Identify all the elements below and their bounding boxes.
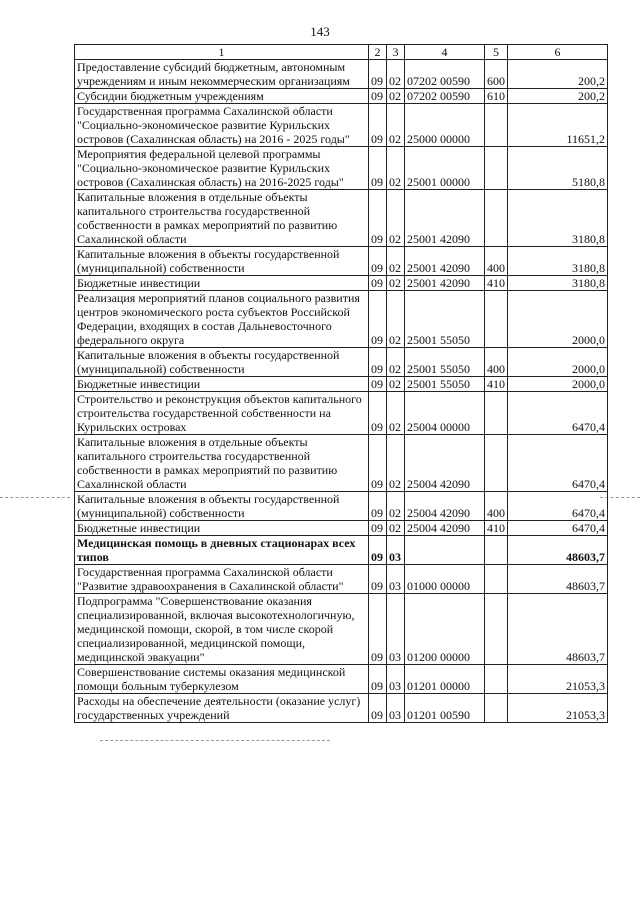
subsection-code-cell: 02 bbox=[387, 348, 405, 377]
section-code-cell: 09 bbox=[369, 392, 387, 435]
table-row bbox=[75, 89, 608, 104]
expense-type-cell: 410 bbox=[485, 521, 508, 536]
row-name-cell: Капитальные вложения в объекты государственной (муниципальной) собственности bbox=[75, 492, 369, 521]
table-row bbox=[75, 492, 608, 521]
table-row bbox=[75, 565, 608, 594]
amount-cell: 2000,0 bbox=[508, 291, 608, 348]
row-name-cell: Реализация мероприятий планов социального развития центров экономического роста субъектов Российской Федерации, входящих в состав Дальневосточного федерального округа bbox=[75, 291, 369, 348]
subsection-code-cell: 03 bbox=[387, 694, 405, 723]
row-name-cell: Строительство и реконструкция объектов капитального строительства государственной собственности на Курильских островах bbox=[75, 392, 369, 435]
expense-type-cell bbox=[485, 435, 508, 492]
target-article-cell: 25004 00000 bbox=[405, 392, 485, 435]
table-row bbox=[75, 104, 608, 147]
budget-table bbox=[74, 44, 608, 723]
table-row bbox=[75, 276, 608, 291]
amount-cell: 2000,0 bbox=[508, 348, 608, 377]
column-header: 6 bbox=[508, 45, 608, 60]
row-name-cell: Мероприятия федеральной целевой программы "Социально-экономическое развитие Курильских островов (Сахалинская область) на 2016-2025 годы" bbox=[75, 147, 369, 190]
subsection-code-cell: 02 bbox=[387, 147, 405, 190]
table-row bbox=[75, 291, 608, 348]
target-article-cell: 25001 55050 bbox=[405, 348, 485, 377]
expense-type-cell bbox=[485, 536, 508, 565]
target-article-cell: 25004 42090 bbox=[405, 521, 485, 536]
expense-type-cell bbox=[485, 565, 508, 594]
subsection-code-cell: 02 bbox=[387, 104, 405, 147]
table-row bbox=[75, 348, 608, 377]
target-article-cell bbox=[405, 536, 485, 565]
target-article-cell: 07202 00590 bbox=[405, 60, 485, 89]
expense-type-cell bbox=[485, 694, 508, 723]
subsection-code-cell: 02 bbox=[387, 492, 405, 521]
subsection-code-cell: 02 bbox=[387, 89, 405, 104]
subsection-code-cell: 02 bbox=[387, 60, 405, 89]
row-name-cell: Медицинская помощь в дневных стационарах всех типов bbox=[75, 536, 369, 565]
amount-cell: 200,2 bbox=[508, 60, 608, 89]
table-row bbox=[75, 694, 608, 723]
section-code-cell: 09 bbox=[369, 291, 387, 348]
expense-type-cell bbox=[485, 104, 508, 147]
expense-type-cell bbox=[485, 190, 508, 247]
amount-cell: 200,2 bbox=[508, 89, 608, 104]
section-code-cell: 09 bbox=[369, 594, 387, 665]
target-article-cell: 01200 00000 bbox=[405, 594, 485, 665]
target-article-cell: 25004 42090 bbox=[405, 435, 485, 492]
target-article-cell: 01000 00000 bbox=[405, 565, 485, 594]
table-row bbox=[75, 60, 608, 89]
amount-cell: 3180,8 bbox=[508, 276, 608, 291]
amount-cell: 21053,3 bbox=[508, 665, 608, 694]
column-header: 1 bbox=[75, 45, 369, 60]
amount-cell: 11651,2 bbox=[508, 104, 608, 147]
amount-cell: 2000,0 bbox=[508, 377, 608, 392]
expense-type-cell bbox=[485, 291, 508, 348]
row-name-cell: Субсидии бюджетным учреждениям bbox=[75, 89, 369, 104]
subsection-code-cell: 02 bbox=[387, 435, 405, 492]
section-code-cell: 09 bbox=[369, 60, 387, 89]
row-name-cell: Капитальные вложения в объекты государственной (муниципальной) собственности bbox=[75, 247, 369, 276]
expense-type-cell: 410 bbox=[485, 377, 508, 392]
subsection-code-cell: 02 bbox=[387, 190, 405, 247]
row-name-cell: Капитальные вложения в отдельные объекты капитального строительства государственной собственности в рамках мероприятий по развитию Сахалинской области bbox=[75, 435, 369, 492]
expense-type-cell: 610 bbox=[485, 89, 508, 104]
column-header: 2 bbox=[369, 45, 387, 60]
table-row bbox=[75, 392, 608, 435]
section-code-cell: 09 bbox=[369, 276, 387, 291]
table-row bbox=[75, 521, 608, 536]
row-name-cell: Совершенствование системы оказания медицинской помощи больным туберкулезом bbox=[75, 665, 369, 694]
amount-cell: 3180,8 bbox=[508, 247, 608, 276]
table-row bbox=[75, 536, 608, 565]
expense-type-cell: 410 bbox=[485, 276, 508, 291]
table-row bbox=[75, 665, 608, 694]
row-name-cell: Расходы на обеспечение деятельности (оказание услуг) государственных учреждений bbox=[75, 694, 369, 723]
section-code-cell: 09 bbox=[369, 492, 387, 521]
subsection-code-cell: 02 bbox=[387, 291, 405, 348]
target-article-cell: 25004 42090 bbox=[405, 492, 485, 521]
expense-type-cell bbox=[485, 147, 508, 190]
target-article-cell: 25001 55050 bbox=[405, 291, 485, 348]
target-article-cell: 01201 00000 bbox=[405, 665, 485, 694]
subsection-code-cell: 02 bbox=[387, 247, 405, 276]
expense-type-cell: 600 bbox=[485, 60, 508, 89]
row-name-cell: Государственная программа Сахалинской области "Развитие здравоохранения в Сахалинской области" bbox=[75, 565, 369, 594]
subsection-code-cell: 03 bbox=[387, 565, 405, 594]
expense-type-cell: 400 bbox=[485, 247, 508, 276]
table-row bbox=[75, 435, 608, 492]
row-name-cell: Бюджетные инвестиции bbox=[75, 276, 369, 291]
amount-cell: 48603,7 bbox=[508, 536, 608, 565]
section-code-cell: 09 bbox=[369, 521, 387, 536]
section-code-cell: 09 bbox=[369, 377, 387, 392]
column-header: 3 bbox=[387, 45, 405, 60]
table-header-row bbox=[75, 45, 608, 60]
section-code-cell: 09 bbox=[369, 694, 387, 723]
section-code-cell: 09 bbox=[369, 435, 387, 492]
target-article-cell: 25001 42090 bbox=[405, 276, 485, 291]
table-row bbox=[75, 247, 608, 276]
column-header: 4 bbox=[405, 45, 485, 60]
section-code-cell: 09 bbox=[369, 247, 387, 276]
section-code-cell: 09 bbox=[369, 665, 387, 694]
subsection-code-cell: 03 bbox=[387, 594, 405, 665]
scan-artifact-line bbox=[100, 740, 330, 741]
table-row bbox=[75, 147, 608, 190]
row-name-cell: Подпрограмма "Совершенствование оказания специализированной, включая высокотехнологичную, медицинской помощи, скорой, в том числе скорой специализированной, медицинской помощи, медицинской эвакуации" bbox=[75, 594, 369, 665]
column-header: 5 bbox=[485, 45, 508, 60]
expense-type-cell bbox=[485, 665, 508, 694]
row-name-cell: Предоставление субсидий бюджетным, автономным учреждениям и иным некоммерческим организациям bbox=[75, 60, 369, 89]
section-code-cell: 09 bbox=[369, 147, 387, 190]
section-code-cell: 09 bbox=[369, 104, 387, 147]
section-code-cell: 09 bbox=[369, 190, 387, 247]
target-article-cell: 25001 42090 bbox=[405, 190, 485, 247]
subsection-code-cell: 03 bbox=[387, 536, 405, 565]
amount-cell: 21053,3 bbox=[508, 694, 608, 723]
page-number: 143 bbox=[310, 24, 330, 39]
section-code-cell: 09 bbox=[369, 348, 387, 377]
row-name-cell: Капитальные вложения в объекты государственной (муниципальной) собственности bbox=[75, 348, 369, 377]
amount-cell: 48603,7 bbox=[508, 594, 608, 665]
target-article-cell: 25001 00000 bbox=[405, 147, 485, 190]
subsection-code-cell: 02 bbox=[387, 521, 405, 536]
row-name-cell: Капитальные вложения в отдельные объекты капитального строительства государственной собственности в рамках мероприятий по развитию Сахалинской области bbox=[75, 190, 369, 247]
amount-cell: 3180,8 bbox=[508, 190, 608, 247]
expense-type-cell: 400 bbox=[485, 348, 508, 377]
amount-cell: 5180,8 bbox=[508, 147, 608, 190]
amount-cell: 6470,4 bbox=[508, 492, 608, 521]
table-row bbox=[75, 190, 608, 247]
target-article-cell: 25001 42090 bbox=[405, 247, 485, 276]
section-code-cell: 09 bbox=[369, 89, 387, 104]
subsection-code-cell: 02 bbox=[387, 276, 405, 291]
target-article-cell: 07202 00590 bbox=[405, 89, 485, 104]
row-name-cell: Бюджетные инвестиции bbox=[75, 521, 369, 536]
subsection-code-cell: 02 bbox=[387, 377, 405, 392]
subsection-code-cell: 03 bbox=[387, 665, 405, 694]
expense-type-cell bbox=[485, 392, 508, 435]
amount-cell: 6470,4 bbox=[508, 392, 608, 435]
amount-cell: 48603,7 bbox=[508, 565, 608, 594]
amount-cell: 6470,4 bbox=[508, 435, 608, 492]
target-article-cell: 25001 55050 bbox=[405, 377, 485, 392]
subsection-code-cell: 02 bbox=[387, 392, 405, 435]
row-name-cell: Государственная программа Сахалинской области "Социально-экономическое развитие Курильских островов (Сахалинская область) на 2016 - 2025 годы" bbox=[75, 104, 369, 147]
row-name-cell: Бюджетные инвестиции bbox=[75, 377, 369, 392]
expense-type-cell bbox=[485, 594, 508, 665]
expense-type-cell: 400 bbox=[485, 492, 508, 521]
table-row bbox=[75, 594, 608, 665]
target-article-cell: 01201 00590 bbox=[405, 694, 485, 723]
amount-cell: 6470,4 bbox=[508, 521, 608, 536]
target-article-cell: 25000 00000 bbox=[405, 104, 485, 147]
section-code-cell: 09 bbox=[369, 565, 387, 594]
table-row bbox=[75, 377, 608, 392]
section-code-cell: 09 bbox=[369, 536, 387, 565]
scan-artifact-line bbox=[0, 497, 70, 498]
